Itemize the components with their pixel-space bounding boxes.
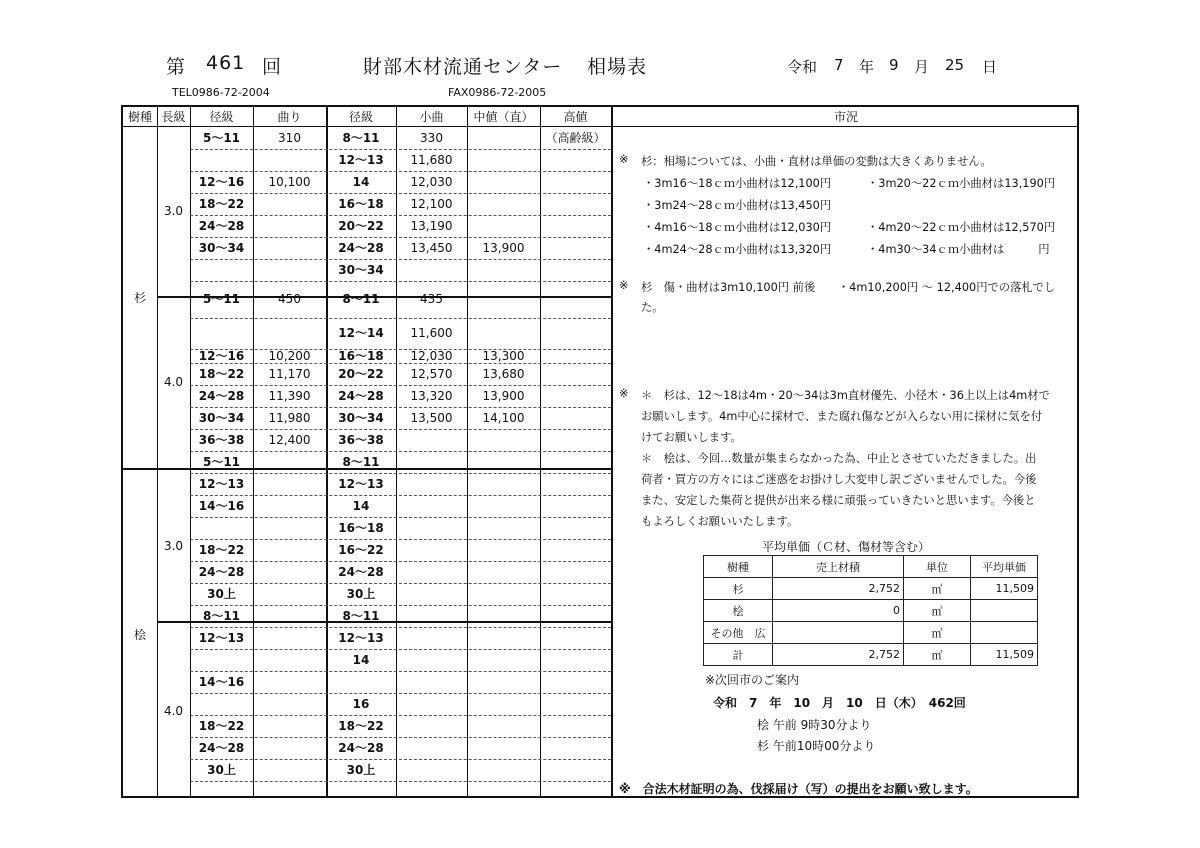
high-price-cell — [540, 349, 611, 363]
bent-price-cell — [253, 193, 326, 215]
mid-price-cell — [467, 605, 540, 627]
average-price — [971, 622, 1038, 644]
small-bent-price-cell — [396, 259, 467, 281]
day: 25 — [945, 56, 965, 74]
high-price-cell — [540, 149, 611, 171]
small-bent-price-cell — [396, 495, 467, 517]
col-header-small-bent: 小曲 — [419, 110, 444, 124]
small-bent-price-cell — [396, 605, 467, 627]
note-line-5: 荷者・買方の方々にはご迷惑をお掛けし大変申し訳ございませんでした。今後 — [641, 473, 1037, 486]
diameter-cell: 14〜16 — [198, 675, 245, 689]
note-mark: ※ — [619, 153, 629, 166]
next-market-date: 令和 7 年 10 月 10 日（木） 462回 — [713, 696, 966, 710]
small-bent-price-cell: 13,450 — [410, 241, 453, 255]
col-header-diameter-2: 径級 — [348, 110, 373, 124]
small-bent-price-cell — [396, 671, 467, 693]
high-price-cell — [540, 363, 611, 385]
month: 9 — [889, 56, 899, 74]
diameter-cell: 5〜11 — [202, 131, 241, 145]
mid-price-cell: 13,300 — [482, 349, 525, 363]
high-price-cell — [540, 715, 611, 737]
diameter-2-cell: 8〜11 — [342, 131, 380, 145]
small-bent-price-cell: 11,600 — [410, 326, 453, 340]
bent-price-cell: 10,200 — [268, 349, 311, 363]
high-price-cell — [540, 171, 611, 193]
bent-price-cell — [253, 583, 326, 605]
diameter-2-cell: 8〜11 — [342, 609, 380, 623]
high-price-cell — [540, 539, 611, 561]
diameter-2-cell: 16〜18 — [338, 521, 384, 535]
bent-price-cell — [253, 759, 326, 781]
average-header: 売上材積 — [773, 556, 904, 578]
small-bent-price-cell — [396, 539, 467, 561]
high-price-cell — [540, 495, 611, 517]
note-line-2: お願いします。4m中心に採材で、また腐れ傷などが入らない用に採材に気を付 — [641, 410, 1043, 423]
average-volume: 2,752 — [773, 644, 904, 666]
bent-price-cell — [253, 627, 326, 649]
next-market-label: ※次回市のご案内 — [705, 673, 800, 687]
col-header-bent: 曲り — [277, 110, 302, 124]
average-row — [704, 600, 1038, 622]
bent-price-cell: 12,400 — [268, 433, 311, 447]
note-line-7: もよろしくお願いいたします。 — [641, 515, 799, 528]
diameter-cell: 14〜16 — [198, 499, 245, 513]
diameter-2-cell: 24〜28 — [338, 741, 384, 755]
high-price-cell — [540, 605, 611, 627]
diameter-cell: 8〜11 — [202, 609, 241, 623]
diameter-cell: 12〜13 — [198, 631, 245, 645]
bent-price-cell — [253, 649, 326, 671]
high-price-cell — [540, 429, 611, 451]
mid-price-cell — [467, 737, 540, 759]
small-bent-price-cell — [396, 693, 467, 715]
high-price-cell — [540, 737, 611, 759]
average-volume: 0 — [773, 600, 904, 622]
mid-price-cell — [467, 671, 540, 693]
diameter-2-cell: 30上 — [346, 587, 376, 601]
high-price-cell — [540, 473, 611, 495]
session-number: 461 — [206, 52, 246, 74]
diameter-2-cell: 12〜13 — [338, 631, 384, 645]
bullet-4m-16-18: ・4m16〜18ｃｍ小曲材は12,030円 — [643, 221, 832, 234]
diameter-2-cell: 12〜14 — [338, 326, 384, 340]
col-header-species: 樹種 — [127, 110, 152, 124]
mid-price-cell — [467, 318, 540, 349]
bullet-3m-24-28: ・3m24〜28ｃｍ小曲材は13,450円 — [643, 199, 832, 212]
mid-price-cell — [467, 649, 540, 671]
average-header: 樹種 — [704, 556, 773, 578]
high-price-cell — [540, 318, 611, 349]
diameter-cell: 18〜22 — [198, 197, 245, 211]
year-label: 年 — [859, 58, 875, 76]
diameter-cell — [190, 259, 253, 281]
bent-price-cell: 450 — [278, 292, 301, 306]
diameter-2-cell: 16〜22 — [338, 543, 384, 557]
day-label: 日 — [982, 58, 998, 76]
high-price-cell — [540, 281, 611, 318]
small-bent-price-cell — [396, 561, 467, 583]
diameter-cell: 24〜28 — [198, 219, 245, 233]
mid-price-cell — [467, 583, 540, 605]
diameter-cell: 12〜13 — [198, 477, 245, 491]
average-price: 11,509 — [971, 644, 1038, 666]
diameter-2-cell: 24〜28 — [338, 241, 384, 255]
diameter-2-cell: 8〜11 — [342, 292, 380, 306]
mid-price-cell: 13,900 — [482, 389, 525, 403]
small-bent-price-cell — [396, 517, 467, 539]
kai-label: 回 — [262, 56, 283, 78]
col-header-mid-straight: 中値（直） — [473, 110, 534, 124]
diameter-2-cell: 14 — [352, 499, 370, 513]
note-line-1: ＊ 杉は、12〜18は4m・20〜34は3m直材優先、小径木・36上以上は4m材で — [641, 389, 1050, 402]
mid-price-cell — [467, 539, 540, 561]
high-price-cell — [540, 627, 611, 649]
diameter-2-cell: 30〜34 — [338, 411, 384, 425]
average-row — [704, 578, 1038, 600]
average-price — [971, 600, 1038, 622]
bent-price-cell — [253, 561, 326, 583]
high-price-cell — [540, 259, 611, 281]
bent-price-cell — [253, 715, 326, 737]
high-price-cell — [540, 407, 611, 429]
bent-price-cell: 11,170 — [268, 367, 311, 381]
fax: FAX0986-72-2005 — [448, 86, 547, 99]
diameter-cell: 30〜34 — [198, 411, 245, 425]
bent-price-cell: 310 — [278, 131, 301, 145]
mid-price-cell — [467, 693, 540, 715]
diameter-cell: 18〜22 — [198, 367, 245, 381]
diameter-cell — [190, 318, 253, 349]
sugi-intro: 杉：相場については、小曲・直材は単価の変動は大きくありません。 — [641, 155, 992, 168]
bent-price-cell — [253, 149, 326, 171]
high-price-cell — [540, 237, 611, 259]
bent-price-cell — [253, 539, 326, 561]
diameter-cell — [190, 149, 253, 171]
small-bent-price-cell — [396, 473, 467, 495]
mid-price-cell — [467, 495, 540, 517]
high-price-cell — [540, 517, 611, 539]
average-total-row — [704, 644, 1038, 666]
bent-price-cell — [253, 517, 326, 539]
bent-price-cell — [253, 318, 326, 349]
bullet-4m-30-34: ・4m30〜34ｃｍ小曲材は 円 — [867, 243, 1050, 256]
high-price-cell — [540, 451, 611, 473]
high-price-cell — [540, 583, 611, 605]
mid-price-cell — [467, 193, 540, 215]
diameter-2-cell: 24〜28 — [338, 565, 384, 579]
species-hinoki: 桧 — [133, 628, 146, 642]
small-bent-price-cell: 13,190 — [410, 219, 453, 233]
col-header-high: 高値 — [563, 110, 588, 124]
average-price: 11,509 — [971, 578, 1038, 600]
average-species: 杉 — [704, 578, 773, 600]
diameter-cell: 18〜22 — [198, 719, 245, 733]
average-species: 計 — [704, 644, 773, 666]
small-bent-price-cell: 12,570 — [410, 367, 453, 381]
mid-price-cell — [467, 715, 540, 737]
average-unit: ㎥ — [904, 600, 971, 622]
note-mark: ※ — [619, 279, 629, 292]
note-line-6: また、安定した集荷と提供が出来る様に頑張っていきたいと思います。今後と — [641, 494, 1036, 507]
doc-title: 相場表 — [587, 56, 648, 78]
diameter-cell: 12〜16 — [198, 175, 245, 189]
mid-price-cell — [467, 561, 540, 583]
length-hinoki-3m: 3.0 — [163, 539, 184, 553]
small-bent-price-cell — [396, 583, 467, 605]
diameter-2-cell: 12〜13 — [338, 477, 384, 491]
diameter-cell: 12〜16 — [198, 349, 245, 363]
col-header-length: 長級 — [161, 110, 186, 124]
month-label: 月 — [914, 58, 930, 76]
era: 令和 — [787, 58, 818, 76]
col-header-market: 市況 — [833, 110, 858, 124]
diameter-cell: 18〜22 — [198, 543, 245, 557]
small-bent-price-cell: 12,030 — [410, 175, 453, 189]
diameter-cell — [190, 649, 253, 671]
average-title: 平均単価（Ｃ材、傷材等含む） — [761, 540, 930, 554]
diameter-cell: 24〜28 — [198, 389, 245, 403]
bullet-4m-20-22: ・4m20〜22ｃｍ小曲材は12,570円 — [867, 221, 1056, 234]
dai-label: 第 — [166, 56, 187, 78]
length-hinoki-4m: 4.0 — [163, 704, 184, 718]
market-panel — [613, 107, 1079, 796]
mid-price-cell — [467, 127, 540, 149]
bent-price-cell — [253, 215, 326, 237]
year: 7 — [834, 56, 844, 74]
bent-price-cell — [253, 693, 326, 715]
average-unit: ㎥ — [904, 578, 971, 600]
average-row — [704, 622, 1038, 644]
diameter-2-cell: 30上 — [346, 763, 376, 777]
high-price-cell — [540, 759, 611, 781]
diameter-2-cell: 16〜18 — [338, 349, 384, 363]
average-volume — [773, 622, 904, 644]
high-price-cell — [540, 671, 611, 693]
average-unit: ㎥ — [904, 622, 971, 644]
average-unit: ㎥ — [904, 644, 971, 666]
bent-price-cell — [253, 737, 326, 759]
tel: TEL0986-72-2004 — [172, 86, 270, 99]
small-bent-price-cell — [396, 649, 467, 671]
small-bent-price-cell — [396, 429, 467, 451]
average-species: 桧 — [704, 600, 773, 622]
next-sugi-time: 杉 午前10時00分より — [757, 739, 876, 753]
legal-timber-note: ※ 合法木材証明の為、伐採届け（写）の提出をお願い致します。 — [619, 782, 978, 796]
diameter-cell: 30上 — [207, 587, 236, 601]
mid-price-cell — [467, 451, 540, 473]
note-mark: ※ — [619, 387, 629, 400]
diameter-2-cell: 18〜22 — [338, 719, 384, 733]
diameter-2-cell — [326, 671, 396, 693]
mid-price-cell — [467, 627, 540, 649]
high-price-cell — [540, 385, 611, 407]
diameter-cell: 36〜38 — [198, 433, 245, 447]
high-price-cell — [540, 215, 611, 237]
small-bent-price-cell — [396, 627, 467, 649]
diameter-cell: 30〜34 — [198, 241, 245, 255]
small-bent-price-cell: 435 — [420, 292, 443, 306]
diameter-2-cell: 14 — [352, 653, 370, 667]
bullet-3m-16-18: ・3m16〜18ｃｍ小曲材は12,100円 — [643, 177, 832, 190]
species-sugi: 杉 — [133, 291, 146, 305]
average-price-table — [703, 555, 1038, 666]
bent-price-cell — [253, 495, 326, 517]
average-species: その他 広 — [704, 622, 773, 644]
average-header: 平均単価 — [971, 556, 1038, 578]
diameter-2-cell: 16 — [352, 697, 370, 711]
grid-line — [190, 781, 611, 782]
next-hinoki-time: 桧 午前 9時30分より — [757, 718, 872, 732]
diameter-2-cell: 20〜22 — [338, 219, 384, 233]
bent-price-cell: 11,980 — [268, 411, 311, 425]
diameter-cell: 30上 — [207, 763, 236, 777]
mid-price-cell — [467, 215, 540, 237]
mid-price-cell — [467, 259, 540, 281]
small-bent-price-cell — [396, 737, 467, 759]
small-bent-price-cell: 11,680 — [410, 153, 453, 167]
diameter-2-cell: 20〜22 — [338, 367, 384, 381]
center-name: 財部木材流通センター — [363, 56, 563, 78]
mid-price-cell: 13,680 — [482, 367, 525, 381]
bullet-4m-24-28: ・4m24〜28ｃｍ小曲材は13,320円 — [643, 243, 832, 256]
diameter-cell — [190, 517, 253, 539]
damage-line-2: た。 — [641, 301, 664, 314]
mid-price-cell — [467, 171, 540, 193]
mid-price-cell — [467, 429, 540, 451]
average-header-row — [704, 556, 1038, 578]
small-bent-price-cell: 13,320 — [410, 389, 453, 403]
mid-price-cell: 13,900 — [482, 241, 525, 255]
col-header-diameter: 径級 — [209, 110, 234, 124]
high-price-cell — [540, 693, 611, 715]
diameter-cell: 5〜11 — [202, 292, 241, 306]
small-bent-price-cell: 12,030 — [410, 349, 453, 363]
price-sheet — [121, 105, 1079, 798]
bent-price-cell — [253, 237, 326, 259]
mid-price-cell — [467, 281, 540, 318]
small-bent-price-cell: 330 — [420, 131, 443, 145]
small-bent-price-cell: 12,100 — [410, 197, 453, 211]
damage-line-1: 杉 傷・曲材は3m10,100円 前後 ・4m10,200円 〜 12,400円での落札でし — [641, 281, 1056, 294]
mid-price-cell — [467, 473, 540, 495]
diameter-2-cell: 12〜13 — [338, 153, 384, 167]
small-bent-price-cell — [396, 759, 467, 781]
bent-price-cell: 11,390 — [268, 389, 311, 403]
note-line-3: けてお願いします。 — [641, 431, 742, 444]
diameter-2-cell: 36〜38 — [338, 433, 384, 447]
average-header: 単位 — [904, 556, 971, 578]
mid-price-cell: 14,100 — [482, 411, 525, 425]
bent-price-cell — [253, 605, 326, 627]
length-sugi-4m: 4.0 — [163, 375, 184, 389]
high-price-cell — [540, 193, 611, 215]
bent-price-cell — [253, 259, 326, 281]
length-sugi-3m: 3.0 — [163, 204, 184, 218]
diameter-2-cell: 30〜34 — [338, 263, 384, 277]
small-bent-price-cell: 13,500 — [410, 411, 453, 425]
small-bent-price-cell — [396, 715, 467, 737]
mid-price-cell — [467, 149, 540, 171]
mid-price-cell — [467, 759, 540, 781]
diameter-2-cell: 8〜11 — [342, 455, 380, 469]
small-bent-price-cell — [396, 451, 467, 473]
diameter-2-cell: 14 — [352, 175, 370, 189]
diameter-2-cell: 16〜18 — [338, 197, 384, 211]
diameter-cell: 24〜28 — [198, 565, 245, 579]
diameter-cell: 5〜11 — [202, 455, 241, 469]
bullet-3m-20-22: ・3m20〜22ｃｍ小曲材は13,190円 — [867, 177, 1056, 190]
mid-price-cell — [467, 517, 540, 539]
diameter-cell — [190, 693, 253, 715]
bent-price-cell — [253, 473, 326, 495]
diameter-2-cell: 24〜28 — [338, 389, 384, 403]
note-line-4: ＊ 桧は、今回…数量が集まらなかった為、中止とさせていただきました。出 — [641, 452, 1037, 465]
bent-price-cell: 10,100 — [268, 175, 311, 189]
diameter-cell: 24〜28 — [198, 741, 245, 755]
high-price-cell — [540, 649, 611, 671]
high-price-cell — [540, 561, 611, 583]
average-volume: 2,752 — [773, 578, 904, 600]
bent-price-cell — [253, 451, 326, 473]
high-price-cell: （高齢級） — [545, 131, 606, 145]
bent-price-cell — [253, 671, 326, 693]
